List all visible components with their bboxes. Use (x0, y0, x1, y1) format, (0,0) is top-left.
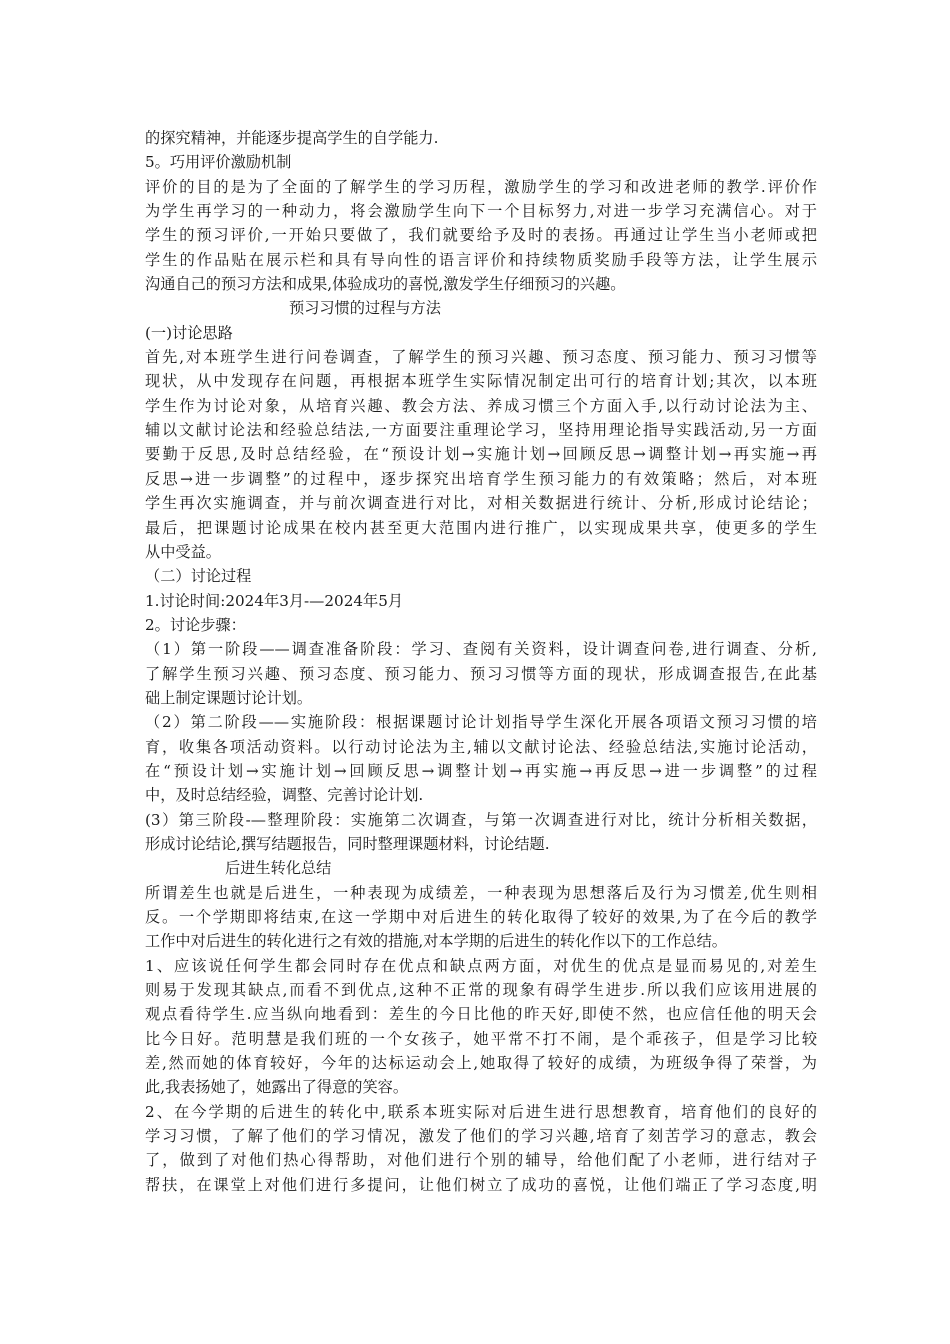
text-line: 为学生再学习的一种动力，将会激励学生向下一个目标努力,对进一步学习充满信心。对于 (145, 202, 817, 221)
text-line: 的探究精神，并能逐步提高学生的自学能力. (145, 129, 439, 147)
text-line: 学生的作品贴在展示栏和具有导向性的语言评价和持续物质奖励手段等方法，让学生展示 (145, 250, 817, 269)
text-line: 育，收集各项活动资料。以行动讨论法为主,辅以文献讨论法、经验总结法,实施讨论活动， (145, 737, 817, 756)
text-line: 现状，从中发现存在问题，再根据本班学生实际情况制定出可行的培育计划;其次，以本班 (145, 372, 817, 391)
text-line: 学生作为讨论对象，从培育兴趣、教会方法、养成习惯三个方面入手,以行动讨论法为主、 (145, 396, 817, 415)
text-line: 学生的预习评价,一开始只要做了，我们就要给予及时的表扬。再通过让学生当小老师或把 (145, 226, 817, 245)
text-line: 首先,对本班学生进行问卷调查，了解学生的预习兴趣、预习态度、预习能力、预习习惯等 (145, 348, 817, 367)
text-line: 学生再次实施调查，并与前次调查进行对比，对相关数据进行统计、分析,形成讨论结论； (145, 494, 817, 513)
text-line: (一)讨论思路 (145, 323, 233, 342)
text-line: 中，及时总结经验，调整、完善讨论计划. (145, 786, 424, 805)
text-line: 最后，把课题讨论成果在校内甚至更大范围内进行推广，以实现成果共享，使更多的学生 (145, 518, 817, 537)
text-line: 差,然而她的体育较好，今年的达标运动会上,她取得了较好的成绩，为班级争得了荣誉，为 (145, 1054, 817, 1073)
text-line: (3）第三阶段-—整理阶段：实施第二次调查，与第一次调查进行对比，统计分析相关数据， (145, 810, 817, 829)
text-line: 则易于发现其缺点,而看不到优点,这种不正常的现象有碍学生进步.所以我们应该用进展的 (145, 981, 817, 1000)
text-line: （2）第二阶段——实施阶段：根据课题讨论计划指导学生深化开展各项语文预习习惯的培 (145, 713, 817, 732)
text-line: 形成讨论结论,撰写结题报告，同时整理课题材料，讨论结题. (145, 834, 550, 853)
text-line: 1、应该说任何学生都会同时存在优点和缺点两方面，对优生的优点是显而易见的,对差生 (145, 956, 817, 975)
text-line: 要勤于反思,及时总结经验，在“预设计划→实施计划→回顾反思→调整计划→再实施→再 (145, 445, 817, 464)
text-line: 沟通自己的预习方法和成果,体验成功的喜悦,激发学生仔细预习的兴趣。 (145, 275, 626, 294)
text-line: （二）讨论过程 (145, 567, 252, 586)
document-body (145, 126, 817, 1197)
text-line: 在“预设计划→实施计划→回顾反思→调整计划→再实施→再反思→进一步调整”的过程 (145, 761, 817, 780)
text-line: 1.讨论时间:2024年3月-—2024年5月 (145, 591, 404, 610)
text-line: 反。一个学期即将结束,在这一学期中对后进生的转化取得了较好的效果,为了在今后的教学 (145, 908, 817, 926)
text-line: 预习习惯的过程与方法 (289, 299, 441, 318)
text-line: 2。讨论步骤： (145, 615, 246, 634)
text-line: 评价的目的是为了全面的了解学生的学习历程，激励学生的学习和改进老师的教学.评价作 (145, 177, 817, 196)
text-line: 帮扶，在课堂上对他们进行多提问，让他们树立了成功的喜悦，让他们端正了学习态度,明 (145, 1175, 817, 1194)
text-line: 辅以文献讨论法和经验总结法,一方面要注重理论学习，坚持用理论指导实践活动,另一方面 (145, 421, 817, 440)
text-line: 反思→进一步调整”的过程中，逐步探究出培育学生预习能力的有效策略；然后，对本班 (145, 469, 817, 488)
text-line: 学习习惯，了解了他们的学习情况，激发了他们的学习兴趣,培育了刻苦学习的意志，教会 (145, 1127, 817, 1146)
text-line: 从中受益。 (145, 542, 221, 561)
text-line: 后进生转化总结 (225, 859, 332, 878)
text-line: 所谓差生也就是后进生，一种表现为成绩差，一种表现为思想落后及行为习惯差,优生则相 (145, 883, 817, 902)
text-line: 工作中对后进生的转化进行之有效的措施,对本学期的后进生的转化作以下的工作总结。 (145, 932, 727, 951)
text-line: 了解学生预习兴趣、预习态度、预习能力、预习习惯等方面的现状，形成调查报告,在此基 (145, 664, 817, 683)
text-line: 观点看待学生.应当纵向地看到：差生的今日比他的昨天好,即使不然，也应信任他的明天会 (145, 1005, 817, 1024)
text-line: 2、在今学期的后进生的转化中,联系本班实际对后进生进行思想教育，培育他们的良好的 (145, 1102, 817, 1121)
text-line: 础上制定课题讨论计划。 (145, 688, 313, 707)
text-line: 5。巧用评价激励机制 (145, 153, 292, 172)
text-line: 此,我表扬她了，她露出了得意的笑容。 (145, 1078, 409, 1097)
text-line: 比今日好。范明慧是我们班的一个女孩子，她平常不打不闹，是个乖孩子，但是学习比较 (145, 1029, 817, 1048)
text-line: 了，做到了对他们热心得帮助，对他们进行个别的辅导，给他们配了小老师，进行结对子 (145, 1151, 817, 1170)
text-line: （1）第一阶段——调查准备阶段：学习、查阅有关资料，设计调查问卷,进行调查、分析, (145, 640, 817, 659)
